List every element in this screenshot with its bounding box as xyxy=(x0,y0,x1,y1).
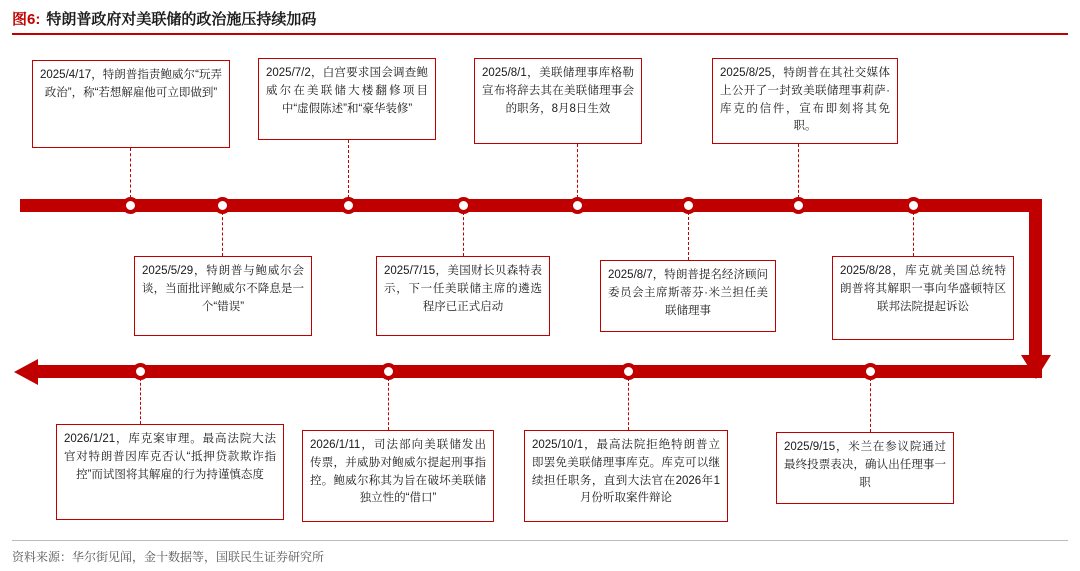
event-box-2025-04-17: 2025/4/17，特朗普指责鲍威尔“玩弄政治”，称“若想解雇他可立即做到” xyxy=(32,60,230,148)
connector-line xyxy=(348,140,349,198)
timeline-arrow-left-icon xyxy=(14,359,38,385)
connector-line xyxy=(798,144,799,198)
timeline-node xyxy=(122,197,139,214)
source-note: 资料来源：华尔街见闻，金十数据等，国联民生证券研究所 xyxy=(12,550,325,564)
connector-line xyxy=(913,212,914,256)
event-box-2025-08-01: 2025/8/1，美联储理事库格勒宣布将辞去其在美联储理事会的职务，8月8日生效 xyxy=(474,58,642,144)
event-box-2025-07-15: 2025/7/15，美国财长贝森特表示，下一任美联储主席的遴选程序已正式启动 xyxy=(376,256,550,336)
timeline-bar-top xyxy=(20,199,1042,212)
event-box-2026-01-21: 2026/1/21，库克案审理。最高法院大法官对特朗普因库克否认“抵押贷款欺诈指控”而试图将其解雇的行为持谨慎态度 xyxy=(56,424,284,520)
connector-line xyxy=(140,378,141,424)
connector-line xyxy=(688,212,689,260)
event-box-2025-08-28: 2025/8/28，库克就美国总统特朗普将其解职一事向华盛顿特区联邦法院提起诉讼 xyxy=(832,256,1014,340)
event-box-2025-09-15: 2025/9/15，米兰在参议院通过最终投票表决，确认出任理事一职 xyxy=(776,432,954,504)
footer-divider xyxy=(12,540,1068,541)
event-box-2025-05-29: 2025/5/29，特朗普与鲍威尔会谈，当面批评鲍威尔不降息是一个“错误” xyxy=(134,256,312,336)
figure-header xyxy=(12,8,1068,29)
timeline-bar-bottom xyxy=(36,365,1042,378)
header-divider xyxy=(12,33,1068,35)
event-box-2025-08-25: 2025/8/25，特朗普在其社交媒体上公开了一封致美联储理事莉萨·库克的信件，宣布即刻将其免职。 xyxy=(712,58,898,144)
connector-line xyxy=(222,212,223,256)
timeline-node xyxy=(340,197,357,214)
connector-line xyxy=(463,212,464,256)
figure-title: 特朗普政府对美联储的政治施压持续加码 xyxy=(46,11,317,28)
connector-line xyxy=(130,148,131,198)
timeline-bar-right xyxy=(1029,199,1042,371)
connector-line xyxy=(870,378,871,432)
event-box-2025-08-07: 2025/8/7，特朗普提名经济顾问委员会主席斯蒂芬·米兰担任美联储理事 xyxy=(600,260,776,332)
event-box-2025-10-01: 2025/10/1，最高法院拒绝特朗普立即罢免美联储理事库克。库克可以继续担任职务，直到大法官在2026年1月份听取案件辩论 xyxy=(524,430,728,522)
event-box-2025-07-02: 2025/7/2，白宫要求国会调查鲍威尔在美联储大楼翻修项目中“虚假陈述”和“豪华装修” xyxy=(258,58,436,140)
timeline-node xyxy=(569,197,586,214)
figure-number: 图6: xyxy=(12,11,41,28)
connector-line xyxy=(577,144,578,198)
event-box-2026-01-11: 2026/1/11，司法部向美联储发出传票，并威胁对鲍威尔提起刑事指控。鲍威尔称其为旨在破坏美联储独立性的“借口” xyxy=(302,430,494,522)
connector-line xyxy=(628,378,629,430)
timeline-node xyxy=(790,197,807,214)
connector-line xyxy=(388,378,389,430)
